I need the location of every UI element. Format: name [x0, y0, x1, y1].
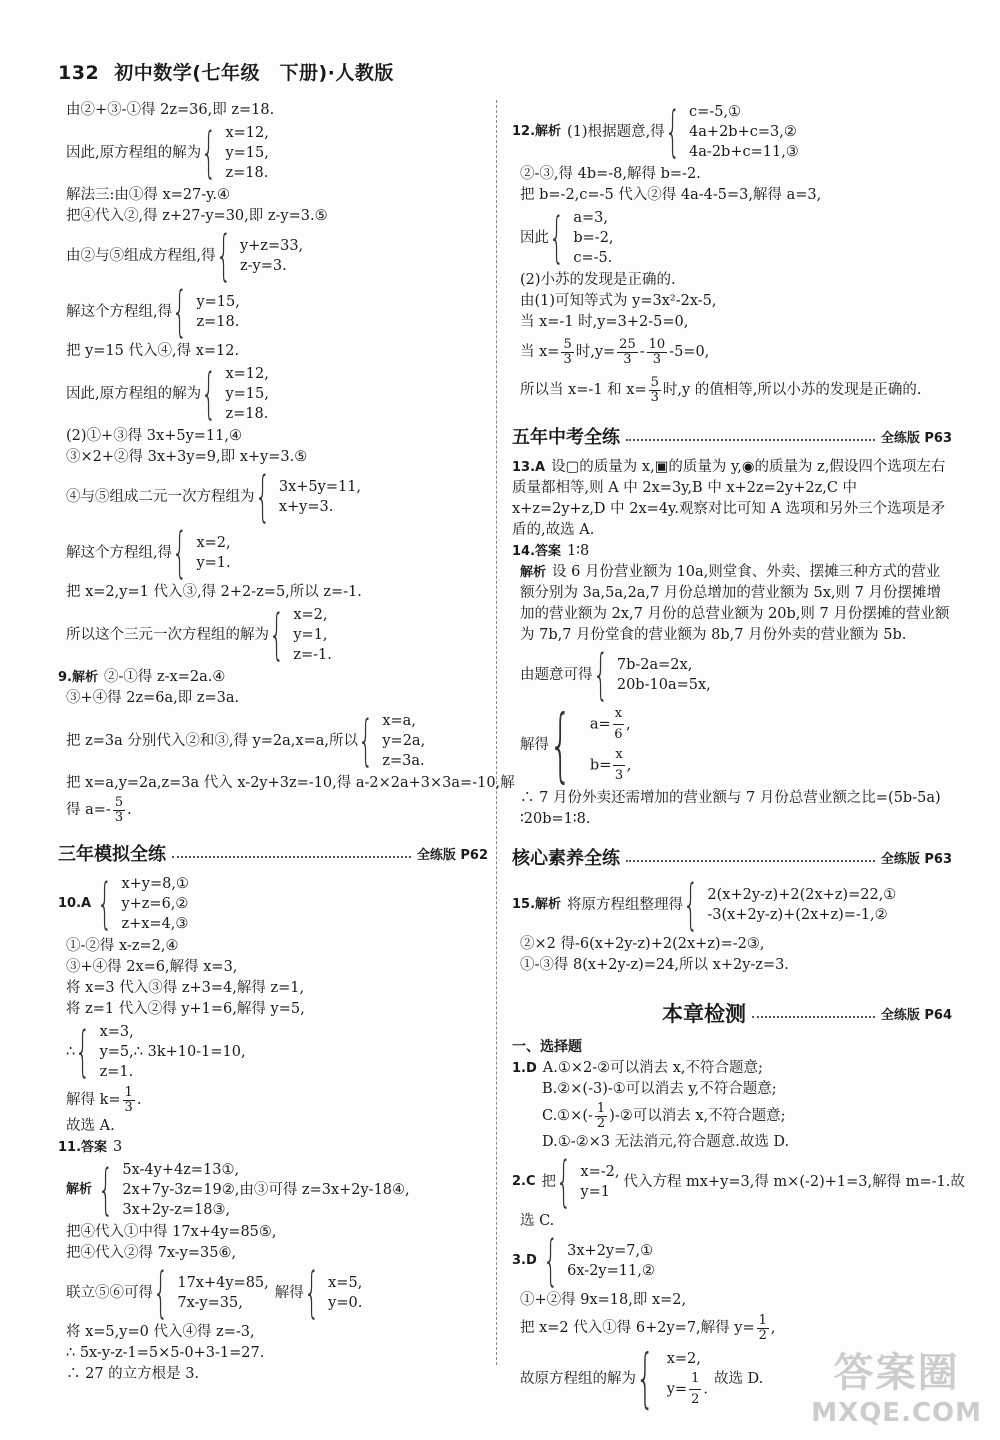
- denominator: 2: [691, 1391, 700, 1407]
- system-row: z=3a.: [382, 753, 425, 769]
- equation-system: [58, 1261, 488, 1324]
- question-tag: 3.D: [512, 1253, 537, 1268]
- section-title: 本章检测: [662, 1002, 746, 1026]
- page-header: [58, 58, 394, 85]
- denominator: 2: [596, 1115, 606, 1131]
- system-row: y=5,∴ 3k+10-1=10,: [99, 1044, 246, 1060]
- text-fragment: 得 a=-: [66, 802, 111, 818]
- numerator: 5: [650, 374, 659, 390]
- system-row: 20b-10a=5x,: [616, 677, 711, 693]
- fraction: [595, 1102, 607, 1131]
- system-row: z=-1.: [293, 647, 332, 663]
- equation-system: [512, 1150, 965, 1213]
- brace-icon: {: [269, 603, 285, 666]
- denominator: 3: [124, 1099, 133, 1115]
- brace-icon: {: [549, 698, 572, 791]
- section-ref: 全练版 P63: [880, 851, 952, 867]
- text-line: 故选 D.: [713, 1371, 764, 1387]
- system-prefix: 解这个方程组,得: [66, 304, 173, 320]
- numerator: 1: [758, 1312, 767, 1328]
- paragraph: 设▢的质量为 x,▣的质量为 y,◉的质量为 z,假设四个选项左右质量都相等,则 A 中 2x=3y,B 中 x+2z=2y+2z,C 中 x+z=2y+z,D 中 2x=4y.观察对比可知 A 选项和另外三个选项是矛盾的,故选 A.: [512, 459, 946, 538]
- equation-system: [512, 1229, 952, 1292]
- question-tag: 15.解析: [512, 897, 562, 912]
- text-fragment: 把 x=2 代入①得 6+2y=7,解得 y=: [520, 1320, 755, 1336]
- text-line: ②×2 得-6(x+2y-z)+2(2x+z)=-2③,: [520, 936, 765, 952]
- system-prefix: 故原方程组的解为: [520, 1371, 636, 1387]
- system-row: z=1.: [99, 1064, 134, 1080]
- system-prefix: 解得: [520, 737, 549, 753]
- dotted-leader: [626, 860, 875, 862]
- dotted-leader: [626, 439, 875, 441]
- brace-icon: {: [97, 872, 113, 935]
- system-prefix: 由题意可得: [520, 667, 593, 683]
- denominator: 3: [623, 351, 632, 367]
- equation-system: [512, 698, 952, 791]
- brace-icon: {: [98, 1158, 114, 1221]
- text-line: 把 x=a,y=2a,z=3a 代入 x-2y+3z=-10,得 a-2×2a+3×3a=-10,解: [66, 775, 515, 791]
- denominator: 6: [614, 727, 623, 742]
- text-fragment: ,: [770, 1320, 776, 1336]
- brace-icon: {: [254, 465, 270, 528]
- text-fragment: -5=0,: [669, 344, 710, 360]
- text-line: 代入方程 mx+y=3,得 m×(-2)+1=3,解得 m=-1.故: [623, 1174, 965, 1190]
- question-tag: 2.C: [512, 1174, 536, 1189]
- text-line: 把④代入①中得 17x+4y=85⑤,: [66, 1224, 277, 1240]
- text-line: ②-③,得 4b=-8,解得 b=-2.: [520, 166, 701, 182]
- equation-system: [58, 874, 488, 934]
- system-row: z=18.: [196, 314, 240, 330]
- section-ref: 全练版 P63: [880, 430, 952, 446]
- question-tag: 1.D: [512, 1061, 537, 1076]
- equation-system: [512, 102, 952, 162]
- question-14-explanation: [512, 562, 952, 646]
- system-prefix: 把 z=3a 分别代入②和③,得 y=2a,x=a,所以: [66, 733, 358, 749]
- text-line: 当 x=-1 时,y=3+2-5=0,: [520, 314, 689, 330]
- text-fragment: C.①×(-: [542, 1108, 593, 1124]
- text-line: 解法三:由①得 x=27-y.④: [66, 187, 231, 203]
- question-tag: 13.A: [512, 460, 546, 475]
- section-header: [512, 998, 952, 1028]
- system-row: a= $\frac{x}{6}$ ,: [590, 704, 631, 745]
- text-fragment: 当 x=: [520, 344, 560, 360]
- system-prefix: (1)根据题意,得: [567, 124, 665, 140]
- system-row: z-y=3.: [239, 258, 287, 274]
- text-line: 选 C.: [520, 1213, 555, 1229]
- section-header: [512, 423, 952, 449]
- system-prefix: 将原方程组整理得: [567, 897, 684, 913]
- question-tag: 9.解析: [58, 670, 98, 685]
- question-tag: 10.A: [58, 896, 92, 911]
- brace-icon: {: [549, 206, 565, 269]
- system-row: c=-5,①: [689, 104, 742, 120]
- section-header: [512, 844, 952, 870]
- equation-system: [512, 208, 952, 268]
- question-1: [512, 1058, 952, 1079]
- system-prefix: 因此,原方程组的解为: [66, 386, 202, 402]
- system-row: y=1: [580, 1184, 610, 1200]
- part-heading: 一、选择题: [512, 1039, 582, 1055]
- system-prefix: ④与⑤组成二元一次方程组为: [66, 489, 255, 505]
- system-row: 3x+5y=11,: [278, 479, 362, 495]
- system-prefix: 解这个方程组,得: [66, 545, 173, 561]
- answer: 1∶8: [567, 543, 590, 559]
- system-row: y=15,: [225, 386, 269, 402]
- numerator: 10: [648, 336, 666, 352]
- system-row: 2(x+2y-z)+2(2x+z)=22,①: [707, 887, 897, 903]
- question-tag: 12.解析: [512, 124, 562, 139]
- equation-system: [58, 280, 488, 343]
- answer: 3: [113, 1139, 123, 1155]
- text-line: ∴ 27 的立方根是 3.: [66, 1366, 200, 1382]
- equation-system: [58, 465, 488, 528]
- system-row: y=15,: [196, 294, 240, 310]
- system-row: 6x-2y=11,②: [567, 1263, 655, 1279]
- system-row: c=-5.: [573, 250, 613, 266]
- denominator: 3: [652, 351, 662, 367]
- system-row: x=12,: [225, 125, 269, 141]
- dotted-leader: [752, 1016, 875, 1018]
- system-prefix: ∴: [66, 1044, 76, 1060]
- fraction: [123, 1086, 135, 1115]
- system-row: 3x+2y-z=18③,: [122, 1202, 231, 1218]
- text-fragment: y=: [666, 1381, 688, 1397]
- brace-icon: {: [542, 1229, 559, 1292]
- system-row: x=-2,: [580, 1164, 620, 1180]
- text-line: (2)①+③得 3x+5y=11,④: [66, 428, 242, 444]
- system-row: x+y=8,①: [121, 876, 189, 892]
- numerator: 5: [114, 794, 124, 810]
- question-tag: 解析: [520, 565, 547, 580]
- fraction: [757, 1314, 769, 1343]
- system-row: b= $\frac{x}{3}$ ,: [590, 745, 631, 786]
- brace-icon: {: [303, 1261, 320, 1324]
- text-line: 将 z=1 代入②得 y+1=6,解得 y=5,: [66, 1001, 305, 1017]
- text-fragment: 所以当 x=-1 和 x=: [520, 382, 647, 398]
- system-row: y=1.: [196, 555, 231, 571]
- system-row: 4a+2b+c=3,②: [689, 124, 797, 140]
- text-line: 把④代入②,得 z+27-y=30,即 z-y=3.⑤: [66, 208, 328, 224]
- page-number: 132: [58, 62, 100, 84]
- system-row: x=2,: [196, 535, 231, 551]
- watermark-url: MXQE.COM: [811, 1398, 982, 1428]
- text-line: 把 b=-2,c=-5 代入②得 4a-4-5=3,解得 a=3,: [520, 187, 822, 203]
- numerator: 1: [596, 1100, 606, 1116]
- fraction: [561, 338, 573, 367]
- text-line: ①-③得 8(x+2y-z)=24,所以 x+2y-z=3.: [520, 957, 789, 973]
- brace-icon: {: [172, 521, 188, 584]
- text-fragment: a=: [589, 716, 611, 733]
- denominator: 3: [563, 351, 572, 367]
- text-line: 得 a=- $\frac{5}{3}$ .: [66, 794, 132, 825]
- question-9: [58, 667, 488, 688]
- equation-system: [512, 643, 952, 706]
- system-prefix: 所以这个三元一次方程组的解为: [66, 627, 269, 643]
- system-row: 17x+4y=85,: [177, 1275, 269, 1291]
- system-row: 4a-2b+c=11,③: [689, 144, 799, 160]
- section-title: 五年中考全练: [512, 427, 620, 448]
- brace-icon: {: [683, 873, 699, 936]
- fraction: [613, 704, 624, 745]
- text-line: A.①×2-②可以消去 x,不符合题意;: [542, 1060, 763, 1076]
- system-row: x=12,: [225, 366, 269, 382]
- system-row: z=18.: [225, 406, 269, 422]
- system-prefix: 因此,原方程组的解为: [66, 145, 202, 161]
- system-prefix: 由②与⑤组成方程组,得: [66, 248, 216, 264]
- text-line: D.①-②×3 无法消元,符合题意.故选 D.: [542, 1134, 790, 1150]
- denominator: 3: [614, 768, 624, 783]
- text-fragment: -: [639, 344, 645, 360]
- system-row: y=15,: [225, 145, 269, 161]
- text-line: 把 x=2,y=1 代入③,得 2+2-z=5,所以 z=-1.: [66, 584, 362, 600]
- system-row: x=2,: [666, 1350, 701, 1367]
- section-title: 三年模拟全练: [58, 844, 166, 865]
- text-line: 由(1)可知等式为 y=3x²-2x-5,: [520, 293, 717, 309]
- numerator: x: [613, 704, 624, 725]
- fraction: [617, 338, 638, 367]
- equation-system: [512, 873, 952, 936]
- system-row: y= $\frac{1}{2}$ .: [667, 1369, 708, 1410]
- system-prefix: 联立⑤⑥可得: [66, 1285, 153, 1301]
- paragraph: 设 6 月份营业额为 10a,则堂食、外卖、摆摊三种方式的营业额分别为 3a,5a,2a,7 月份总增加的营业额为 5x,则 7 月份摆摊增加的营业额为 2x,7 月份的总营业额为 20b,则 7 月份摆摊的营业额为 7b,7 月份堂食的营业额为 8b,7 月份外卖的营业额为 5b.: [520, 564, 950, 643]
- brace-icon: {: [201, 121, 217, 184]
- watermark-logo: 答案圈: [833, 1350, 960, 1396]
- brace-icon: {: [592, 643, 608, 706]
- numerator: 1: [689, 1369, 701, 1390]
- text-line: 把 y=15 代入④,得 x=12.: [66, 343, 240, 359]
- system-row: y=1,: [293, 627, 328, 643]
- fraction: [613, 745, 624, 786]
- system-prefix: 把: [541, 1174, 557, 1190]
- text-fragment: 解得 k=: [66, 1092, 121, 1108]
- brace-icon: {: [75, 1020, 91, 1083]
- section-header: [58, 840, 488, 866]
- text-line: ∴ 7 月份外卖还需增加的营业额与 7 月份总营业额之比=(5b-5a): [520, 790, 941, 806]
- section-title: 核心素养全练: [512, 848, 620, 869]
- text-line: ①+②得 9x=18,即 x=2,: [520, 1292, 687, 1308]
- system-row: 7x-y=35,: [177, 1295, 243, 1311]
- brace-icon: {: [664, 100, 681, 163]
- fraction: [689, 1369, 701, 1410]
- brace-icon: {: [636, 1342, 655, 1416]
- text-line: 将 x=5,y=0 代入④得 z=-3,: [66, 1324, 255, 1340]
- denominator: 3: [650, 389, 659, 405]
- equation-system: [58, 605, 488, 665]
- equation-system: [58, 364, 488, 424]
- system-row: z+x=4,③: [121, 916, 189, 932]
- section-ref: 全练版 P64: [880, 1007, 952, 1023]
- column-divider: [496, 100, 497, 1365]
- system-row: x=a,: [382, 713, 416, 729]
- numerator: 1: [124, 1084, 133, 1100]
- text-line: [512, 1100, 952, 1132]
- equation-system: [58, 224, 488, 287]
- section-ref: 全练版 P62: [416, 847, 488, 863]
- left-column: [58, 100, 515, 1385]
- fraction: [647, 338, 668, 367]
- text-line: [512, 1311, 952, 1345]
- numerator: 25: [619, 336, 636, 352]
- system-row: x=2,: [293, 607, 328, 623]
- text-line: (2)小苏的发现是正确的.: [520, 272, 676, 288]
- question-11: [58, 1137, 488, 1158]
- fraction: [113, 796, 125, 825]
- text-line: ③+④得 2x=6,解得 x=3,: [66, 959, 238, 975]
- text-line: 将 x=3 代入③得 z+3=4,解得 z=1,: [66, 980, 305, 996]
- question-tag: 解析: [66, 1182, 93, 1197]
- text-line: ∶20b=1∶8.: [520, 811, 591, 827]
- text-line: ③×2+②得 3x+3y=9,即 x+y=3.⑤: [66, 449, 308, 465]
- system-row: x+y=3.: [278, 499, 334, 515]
- text-line: ∴ 5x-y-z-1=5×5-0+3-1=27.: [66, 1345, 265, 1361]
- text-line: ③+④得 2z=6a,即 z=3a.: [66, 690, 240, 706]
- system-row: b=-2,: [573, 230, 614, 246]
- brace-icon: {: [215, 224, 232, 287]
- brace-icon: {: [153, 1261, 169, 1324]
- text-line: 解得 k= $\frac{1}{3}$ .: [66, 1084, 142, 1115]
- text-line: ①-②得 x-z=2,④: [66, 938, 179, 954]
- question-14: [512, 541, 952, 562]
- system-prefix: 解得: [274, 1285, 304, 1301]
- system-row: 7b-2a=2x,: [616, 657, 693, 673]
- text-line: [512, 371, 952, 409]
- watermark: [811, 1341, 982, 1428]
- brace-icon: {: [201, 362, 217, 425]
- text-fragment: b=: [589, 757, 612, 774]
- text-fragment: 时,y=: [575, 344, 616, 360]
- fraction: [649, 376, 661, 405]
- numerator: 5: [563, 336, 572, 352]
- equation-system: [58, 123, 488, 183]
- numerator: x: [613, 745, 624, 766]
- system-row: x=3,: [99, 1024, 134, 1040]
- system-row: y+z=33,: [239, 238, 304, 254]
- system-row: z=18.: [225, 165, 269, 181]
- brace-icon: {: [358, 709, 374, 772]
- text-line: 由②+③-①得 2z=36,即 z=18.: [66, 102, 275, 118]
- system-row: y=0.: [328, 1295, 363, 1311]
- text-line: ②-①得 z-x=2a.④: [103, 669, 226, 685]
- text-line: B.②×(-3)-①可以消去 y,不符合题意;: [542, 1081, 777, 1097]
- equation-system: [58, 711, 488, 771]
- text-fragment: )-②可以消去 x,不符合题意;: [609, 1108, 786, 1124]
- book-title: 初中数学(七年级 下册)·人教版: [114, 62, 394, 84]
- system-row: y+z=6,②: [121, 896, 189, 912]
- text-line: [512, 333, 952, 371]
- system-row: 3x+2y=7,①: [567, 1243, 654, 1259]
- system-row: -3(x+2y-z)+(2x+z)=-1,②: [707, 907, 888, 923]
- dotted-leader: [172, 856, 411, 858]
- denominator: 3: [114, 809, 124, 825]
- equation-system: [58, 1160, 488, 1220]
- system-prefix: 因此: [520, 230, 549, 246]
- system-row: y=2a,: [382, 733, 426, 749]
- system-row: 2x+7y-3z=19②,由③可得 z=3x+2y-18④,: [122, 1182, 410, 1198]
- denominator: 2: [758, 1327, 767, 1343]
- equation-system: [58, 1022, 488, 1082]
- system-row: x=5,: [328, 1275, 363, 1291]
- system-row: a=3,: [573, 210, 608, 226]
- text-line: 把④代入②得 7x-y=35⑥,: [66, 1245, 237, 1261]
- system-row: 5x-4y+4z=13①,: [122, 1162, 240, 1178]
- brace-icon: {: [172, 280, 188, 343]
- question-13: [512, 457, 952, 541]
- text-fragment: 时,y 的值相等,所以小苏的发现是正确的.: [662, 382, 922, 398]
- brace-icon: {: [556, 1150, 572, 1213]
- equation-system: [58, 521, 488, 584]
- text-line: 故选 A.: [66, 1118, 115, 1134]
- question-tag: 14.答案: [512, 544, 562, 559]
- question-tag: 11.答案: [58, 1140, 108, 1155]
